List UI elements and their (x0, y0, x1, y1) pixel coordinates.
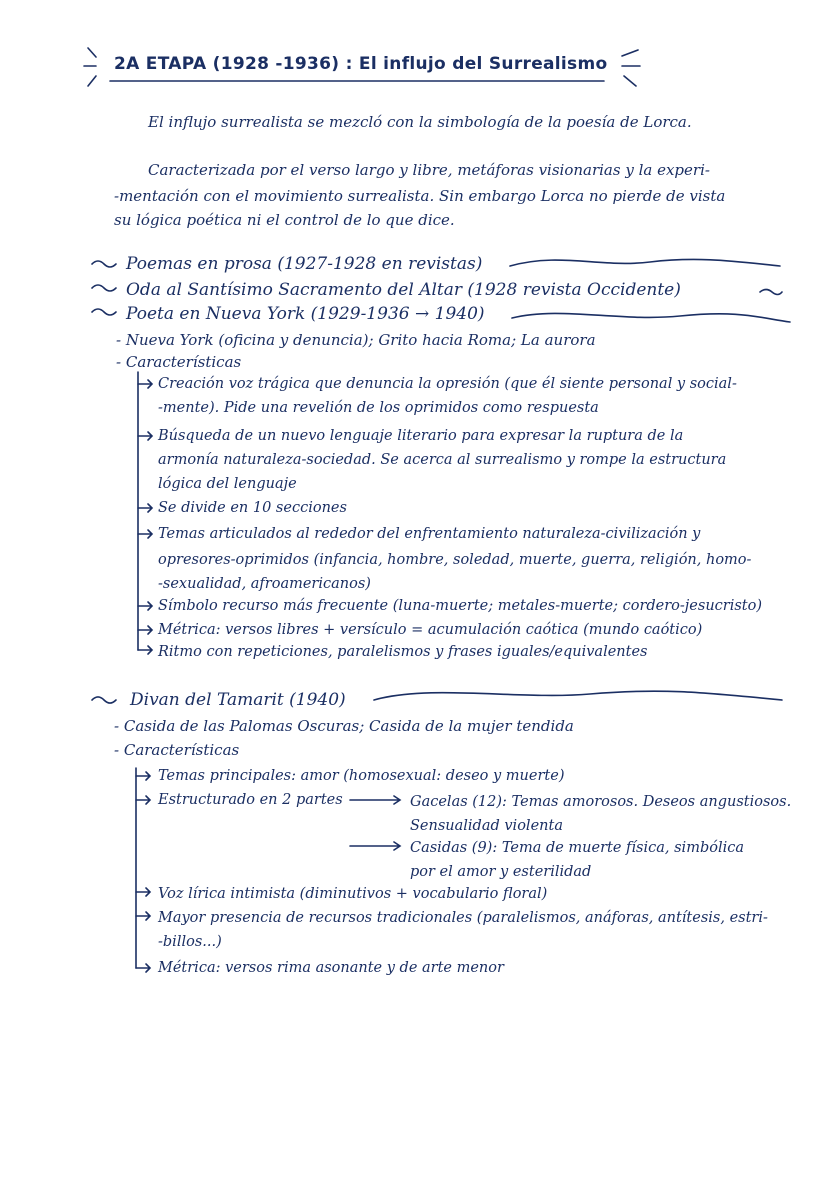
arrow-icon (136, 964, 150, 972)
arrow-icon (138, 530, 152, 538)
tilde-icon (92, 309, 116, 315)
arrow-icon (138, 504, 152, 512)
poeta-char-item: armonía naturaleza-sociedad. Se acerca al surrealismo y rompe la estructura (158, 452, 727, 468)
arrow-icon (138, 432, 152, 440)
divan-gacelas: Sensualidad violenta (410, 818, 563, 834)
arrow-icon (136, 796, 150, 804)
arrow-icon (136, 772, 150, 780)
arrow-icon (138, 626, 152, 634)
poeta-char-item: Ritmo con repeticiones, paralelismos y frases iguales/equivalentes (158, 644, 648, 660)
divan-char-item: Mayor presencia de recursos tradicionales (paralelismos, anáforas, antítesis, estri- (158, 910, 768, 926)
intro-paragraph-line: su lógica poética ni el control de lo que dice. (114, 211, 455, 229)
tilde-icon (92, 697, 116, 703)
poeta-char-item: Búsqueda de un nuevo lenguaje literario para expresar la ruptura de la (158, 428, 684, 444)
poeta-char-item: Símbolo recurso más frecuente (luna-muerte; metales-muerte; cordero-jesucristo) (158, 598, 763, 614)
wavy-line (512, 313, 790, 322)
page-title: 2A ETAPA (1928 -1936) : El influjo del Surrealismo (114, 54, 608, 74)
poeta-char-item: opresores-oprimidos (infancia, hombre, soledad, muerte, guerra, religión, homo- (158, 552, 752, 568)
poeta-char-item: Temas articulados al rededor del enfrentamiento naturaleza-civilización y (158, 526, 701, 542)
poeta-subsections: - Nueva York (oficina y denuncia); Grito hacia Roma; La aurora (116, 331, 596, 349)
title-right-flourish (622, 50, 640, 86)
intro-paragraph-line: -mentación con el movimiento surrealista. Sin embargo Lorca no pierde de vista (114, 187, 726, 205)
poeta-char-item: Se divide en 10 secciones (158, 500, 347, 516)
divan-char-item: -billos...) (158, 934, 222, 950)
divan-char-item: Métrica: versos rima asonante y de arte menor (158, 960, 504, 976)
poeta-char-item: Creación voz trágica que denuncia la opresión (que él siente personal y social- (158, 376, 737, 392)
arrow-icon (350, 842, 400, 850)
divan-title: Divan del Tamarit (1940) (130, 690, 346, 710)
poeta-char-item: -sexualidad, afroamericanos) (158, 576, 371, 592)
intro-paragraph-line: Caracterizada por el verso largo y libre, metáforas visionarias y la experi- (148, 161, 710, 179)
divan-characteristics-heading: - Características (114, 741, 240, 759)
wavy-line (374, 691, 782, 700)
divan-subsections: - Casida de las Palomas Oscuras; Casida de la mujer tendida (114, 717, 574, 735)
tilde-icon (92, 285, 116, 291)
work-poemas-en-prosa: Poemas en prosa (1927-1928 en revistas) (126, 254, 483, 274)
work-oda: Oda al Santísimo Sacramento del Altar (1928 revista Occidente) (126, 280, 681, 300)
arrow-icon (350, 796, 400, 804)
poeta-char-item: Métrica: versos libres + versículo = acumulación caótica (mundo caótico) (158, 622, 703, 638)
work-poeta-en-nueva-york: Poeta en Nueva York (1929-1936 → 1940) (126, 304, 485, 324)
wavy-line (510, 259, 780, 266)
poeta-characteristics-heading: - Características (116, 353, 242, 371)
arrow-icon (138, 380, 152, 388)
divan-char-item: Temas principales: amor (homosexual: deseo y muerte) (158, 768, 565, 784)
arrow-icon (136, 912, 150, 920)
wavy-line (760, 290, 782, 295)
divan-gacelas: Gacelas (12): Temas amorosos. Deseos angustiosos. (410, 794, 792, 810)
tilde-icon (92, 261, 116, 267)
divan-casidas: Casidas (9): Tema de muerte física, simbólica (410, 840, 744, 856)
arrow-icon (138, 602, 152, 610)
divan-casidas: por el amor y esterilidad (410, 864, 592, 880)
arrow-icon (138, 646, 152, 654)
divan-char-item: Voz lírica intimista (diminutivos + vocabulario floral) (158, 886, 548, 902)
divan-char-item: Estructurado en 2 partes (158, 792, 343, 808)
poeta-char-item: -mente). Pide una revelión de los oprimidos como respuesta (158, 400, 599, 416)
title-left-flourish (84, 48, 96, 86)
poeta-char-item: lógica del lenguaje (158, 476, 297, 492)
arrow-icon (136, 888, 150, 896)
intro-line: El influjo surrealista se mezcló con la simbología de la poesía de Lorca. (148, 113, 692, 131)
